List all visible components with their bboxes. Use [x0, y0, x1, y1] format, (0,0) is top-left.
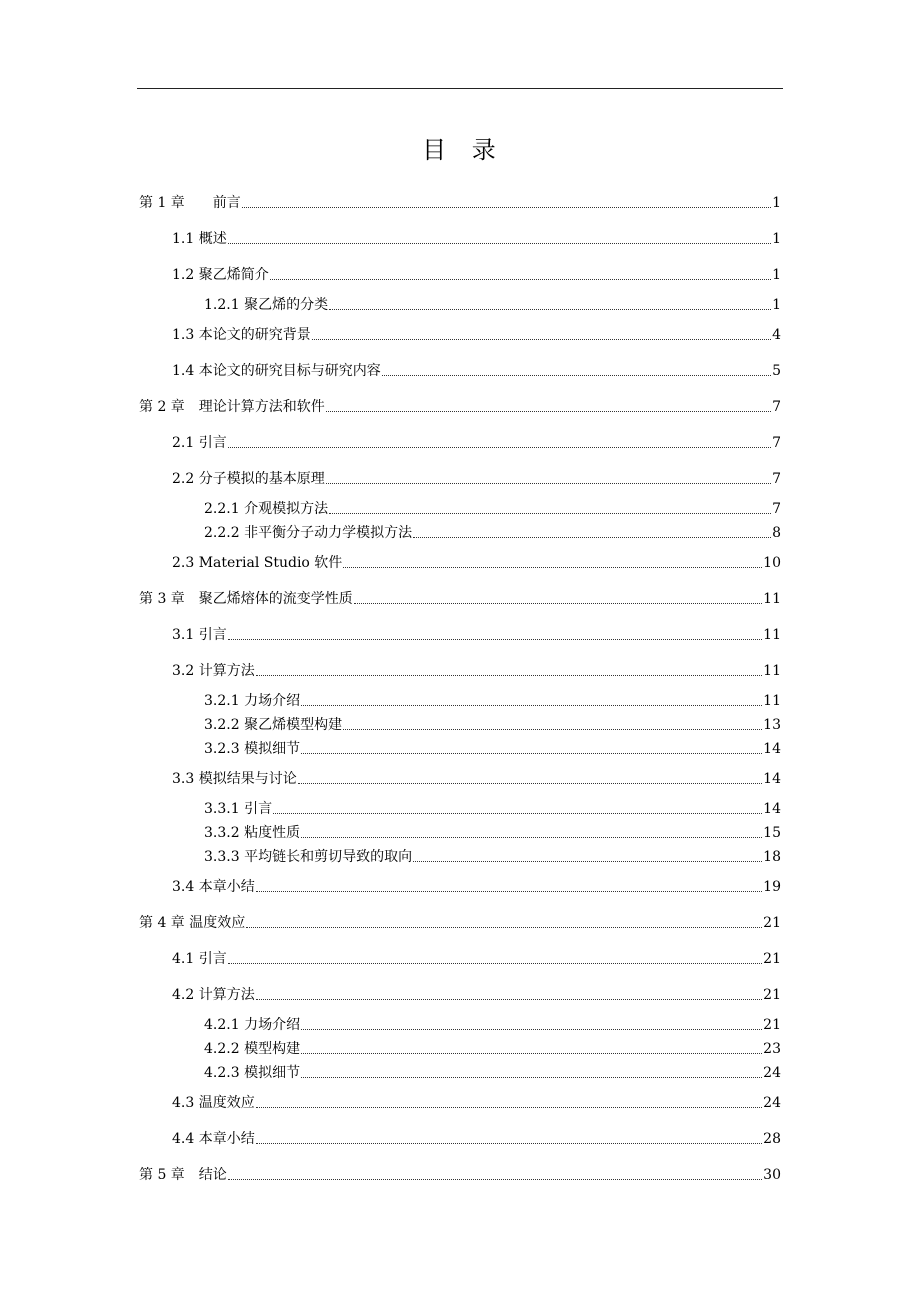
- toc-entry-label: 4.2.2 模型构建: [204, 1041, 301, 1057]
- dot-leader: [256, 675, 762, 676]
- toc-title: 目 录: [422, 136, 498, 164]
- toc-entry[interactable]: [204, 294, 781, 314]
- dot-leader: [301, 705, 762, 706]
- toc-entry-label: 3.2.2 聚乙烯模型构建: [204, 717, 343, 733]
- toc-entry-page: 14: [763, 741, 781, 757]
- header-rule: [137, 88, 783, 89]
- dot-leader: [301, 1053, 762, 1054]
- toc-entry-label: 4.2 计算方法: [172, 987, 255, 1003]
- toc-entry[interactable]: [139, 396, 781, 416]
- toc-entry-page: 8: [772, 525, 781, 541]
- toc-entry-page: 21: [763, 915, 781, 931]
- toc-entry[interactable]: [139, 912, 781, 932]
- toc-entry[interactable]: [204, 522, 781, 542]
- dot-leader: [343, 729, 762, 730]
- toc-entry-page: 21: [763, 1017, 781, 1033]
- dot-leader: [228, 243, 771, 244]
- dot-leader: [413, 861, 762, 862]
- toc-entry-label: 3.3.2 粘度性质: [204, 825, 301, 841]
- dot-leader: [270, 279, 771, 280]
- toc-entry-page: 21: [763, 987, 781, 1003]
- toc-entry[interactable]: [172, 984, 781, 1004]
- toc-entry[interactable]: [172, 360, 781, 380]
- toc-entry-label: 4.4 本章小结: [172, 1131, 255, 1147]
- toc-entry[interactable]: [204, 738, 781, 758]
- toc-entry-label: 2.3 Material Studio 软件: [172, 555, 343, 571]
- toc-entry-page: 28: [763, 1131, 781, 1147]
- toc-entry[interactable]: [139, 588, 781, 608]
- toc-entry-label: 2.1 引言: [172, 435, 227, 451]
- dot-leader: [256, 1107, 762, 1108]
- toc-entry[interactable]: [172, 324, 781, 344]
- dot-leader: [298, 783, 762, 784]
- dot-leader: [301, 837, 762, 838]
- toc-entry-page: 7: [772, 399, 781, 415]
- toc-entry[interactable]: [172, 1092, 781, 1112]
- toc-entry[interactable]: [139, 1164, 781, 1184]
- toc-entry[interactable]: [172, 948, 781, 968]
- toc-entry-page: 1: [772, 267, 781, 283]
- toc-entry-page: 13: [763, 717, 781, 733]
- toc-entry-label: 3.3.3 平均链长和剪切导致的取向: [204, 849, 413, 865]
- toc-entry-page: 24: [763, 1095, 781, 1111]
- toc-entry-label: 4.3 温度效应: [172, 1095, 255, 1111]
- toc-entry-label: 1.3 本论文的研究背景: [172, 327, 311, 343]
- dot-leader: [326, 483, 771, 484]
- toc-entry[interactable]: [172, 876, 781, 896]
- toc-entry[interactable]: [172, 660, 781, 680]
- toc-entry[interactable]: [204, 846, 781, 866]
- toc-entry-page: 1: [772, 297, 781, 313]
- dot-leader: [256, 891, 762, 892]
- toc-entry-label: 第 1 章 前言: [139, 195, 241, 211]
- toc-entry-page: 14: [763, 801, 781, 817]
- toc-entry-page: 4: [772, 327, 781, 343]
- toc-entry[interactable]: [172, 264, 781, 284]
- toc-entry-label: 1.2.1 聚乙烯的分类: [204, 297, 329, 313]
- toc-entry-page: 1: [772, 195, 781, 211]
- toc-entry-page: 11: [763, 591, 781, 607]
- dot-leader: [228, 1179, 762, 1180]
- toc-entry-page: 19: [763, 879, 781, 895]
- toc-entry-label: 3.3.1 引言: [204, 801, 273, 817]
- toc-entry-page: 18: [763, 849, 781, 865]
- toc-entry[interactable]: [204, 690, 781, 710]
- toc-entry-page: 7: [772, 471, 781, 487]
- dot-leader: [228, 447, 771, 448]
- dot-leader: [329, 513, 771, 514]
- dot-leader: [256, 1143, 762, 1144]
- toc-entry[interactable]: [204, 822, 781, 842]
- toc-entry[interactable]: [204, 1014, 781, 1034]
- dot-leader: [246, 927, 762, 928]
- toc-entry-page: 1: [772, 231, 781, 247]
- toc-entry-page: 14: [763, 771, 781, 787]
- toc-entry-page: 7: [772, 435, 781, 451]
- toc-entry-label: 1.4 本论文的研究目标与研究内容: [172, 363, 381, 379]
- toc-entry[interactable]: [172, 624, 781, 644]
- toc-entry-label: 4.2.1 力场介绍: [204, 1017, 301, 1033]
- toc-entry-label: 3.2 计算方法: [172, 663, 255, 679]
- toc-entry-page: 11: [763, 693, 781, 709]
- toc-entry[interactable]: [172, 552, 781, 572]
- toc-entry-page: 7: [772, 501, 781, 517]
- toc-entry[interactable]: [204, 798, 781, 818]
- toc-entry-label: 2.2.2 非平衡分子动力学模拟方法: [204, 525, 413, 541]
- toc-entry-page: 23: [763, 1041, 781, 1057]
- dot-leader: [312, 339, 771, 340]
- toc-entry[interactable]: [139, 192, 781, 212]
- dot-leader: [242, 207, 771, 208]
- toc-entry-label: 3.3 模拟结果与讨论: [172, 771, 297, 787]
- dot-leader: [256, 999, 762, 1000]
- dot-leader: [382, 375, 771, 376]
- toc-entry[interactable]: [172, 1128, 781, 1148]
- toc-entry-label: 3.2.3 模拟细节: [204, 741, 301, 757]
- dot-leader: [273, 813, 762, 814]
- toc-entry-label: 1.1 概述: [172, 231, 227, 247]
- toc-entry-page: 10: [763, 555, 781, 571]
- dot-leader: [413, 537, 771, 538]
- toc-entry[interactable]: [204, 1038, 781, 1058]
- toc-entry-page: 11: [763, 663, 781, 679]
- toc-entry-label: 第 2 章 理论计算方法和软件: [139, 399, 325, 415]
- toc-entry-page: 15: [763, 825, 781, 841]
- dot-leader: [228, 639, 762, 640]
- toc-entry-page: 21: [763, 951, 781, 967]
- dot-leader: [228, 963, 762, 964]
- toc-entry-label: 1.2 聚乙烯简介: [172, 267, 269, 283]
- toc-entry-label: 2.2.1 介观模拟方法: [204, 501, 329, 517]
- toc-entry-label: 4.2.3 模拟细节: [204, 1065, 301, 1081]
- toc-entry-page: 5: [772, 363, 781, 379]
- dot-leader: [301, 1029, 762, 1030]
- toc-entry[interactable]: [204, 498, 781, 518]
- dot-leader: [326, 411, 771, 412]
- toc-entry[interactable]: [172, 768, 781, 788]
- dot-leader: [343, 567, 762, 568]
- toc-entry-label: 第 3 章 聚乙烯熔体的流变学性质: [139, 591, 353, 607]
- toc-entry-page: 11: [763, 627, 781, 643]
- dot-leader: [329, 309, 771, 310]
- toc-entry-label: 3.1 引言: [172, 627, 227, 643]
- toc-entry-page: 30: [763, 1167, 781, 1183]
- dot-leader: [354, 603, 762, 604]
- toc-entry-label: 3.4 本章小结: [172, 879, 255, 895]
- toc-entry[interactable]: [172, 228, 781, 248]
- toc-entry-label: 4.1 引言: [172, 951, 227, 967]
- toc-entry-label: 第 4 章 温度效应: [139, 915, 246, 931]
- toc-entry-label: 第 5 章 结论: [139, 1167, 227, 1183]
- toc-entry[interactable]: [172, 432, 781, 452]
- toc-entry-page: 24: [763, 1065, 781, 1081]
- toc-entry-label: 2.2 分子模拟的基本原理: [172, 471, 325, 487]
- toc-entry[interactable]: [204, 1062, 781, 1082]
- dot-leader: [301, 1077, 762, 1078]
- toc-entry-label: 3.2.1 力场介绍: [204, 693, 301, 709]
- toc-entry[interactable]: [172, 468, 781, 488]
- toc-entry[interactable]: [204, 714, 781, 734]
- dot-leader: [301, 753, 762, 754]
